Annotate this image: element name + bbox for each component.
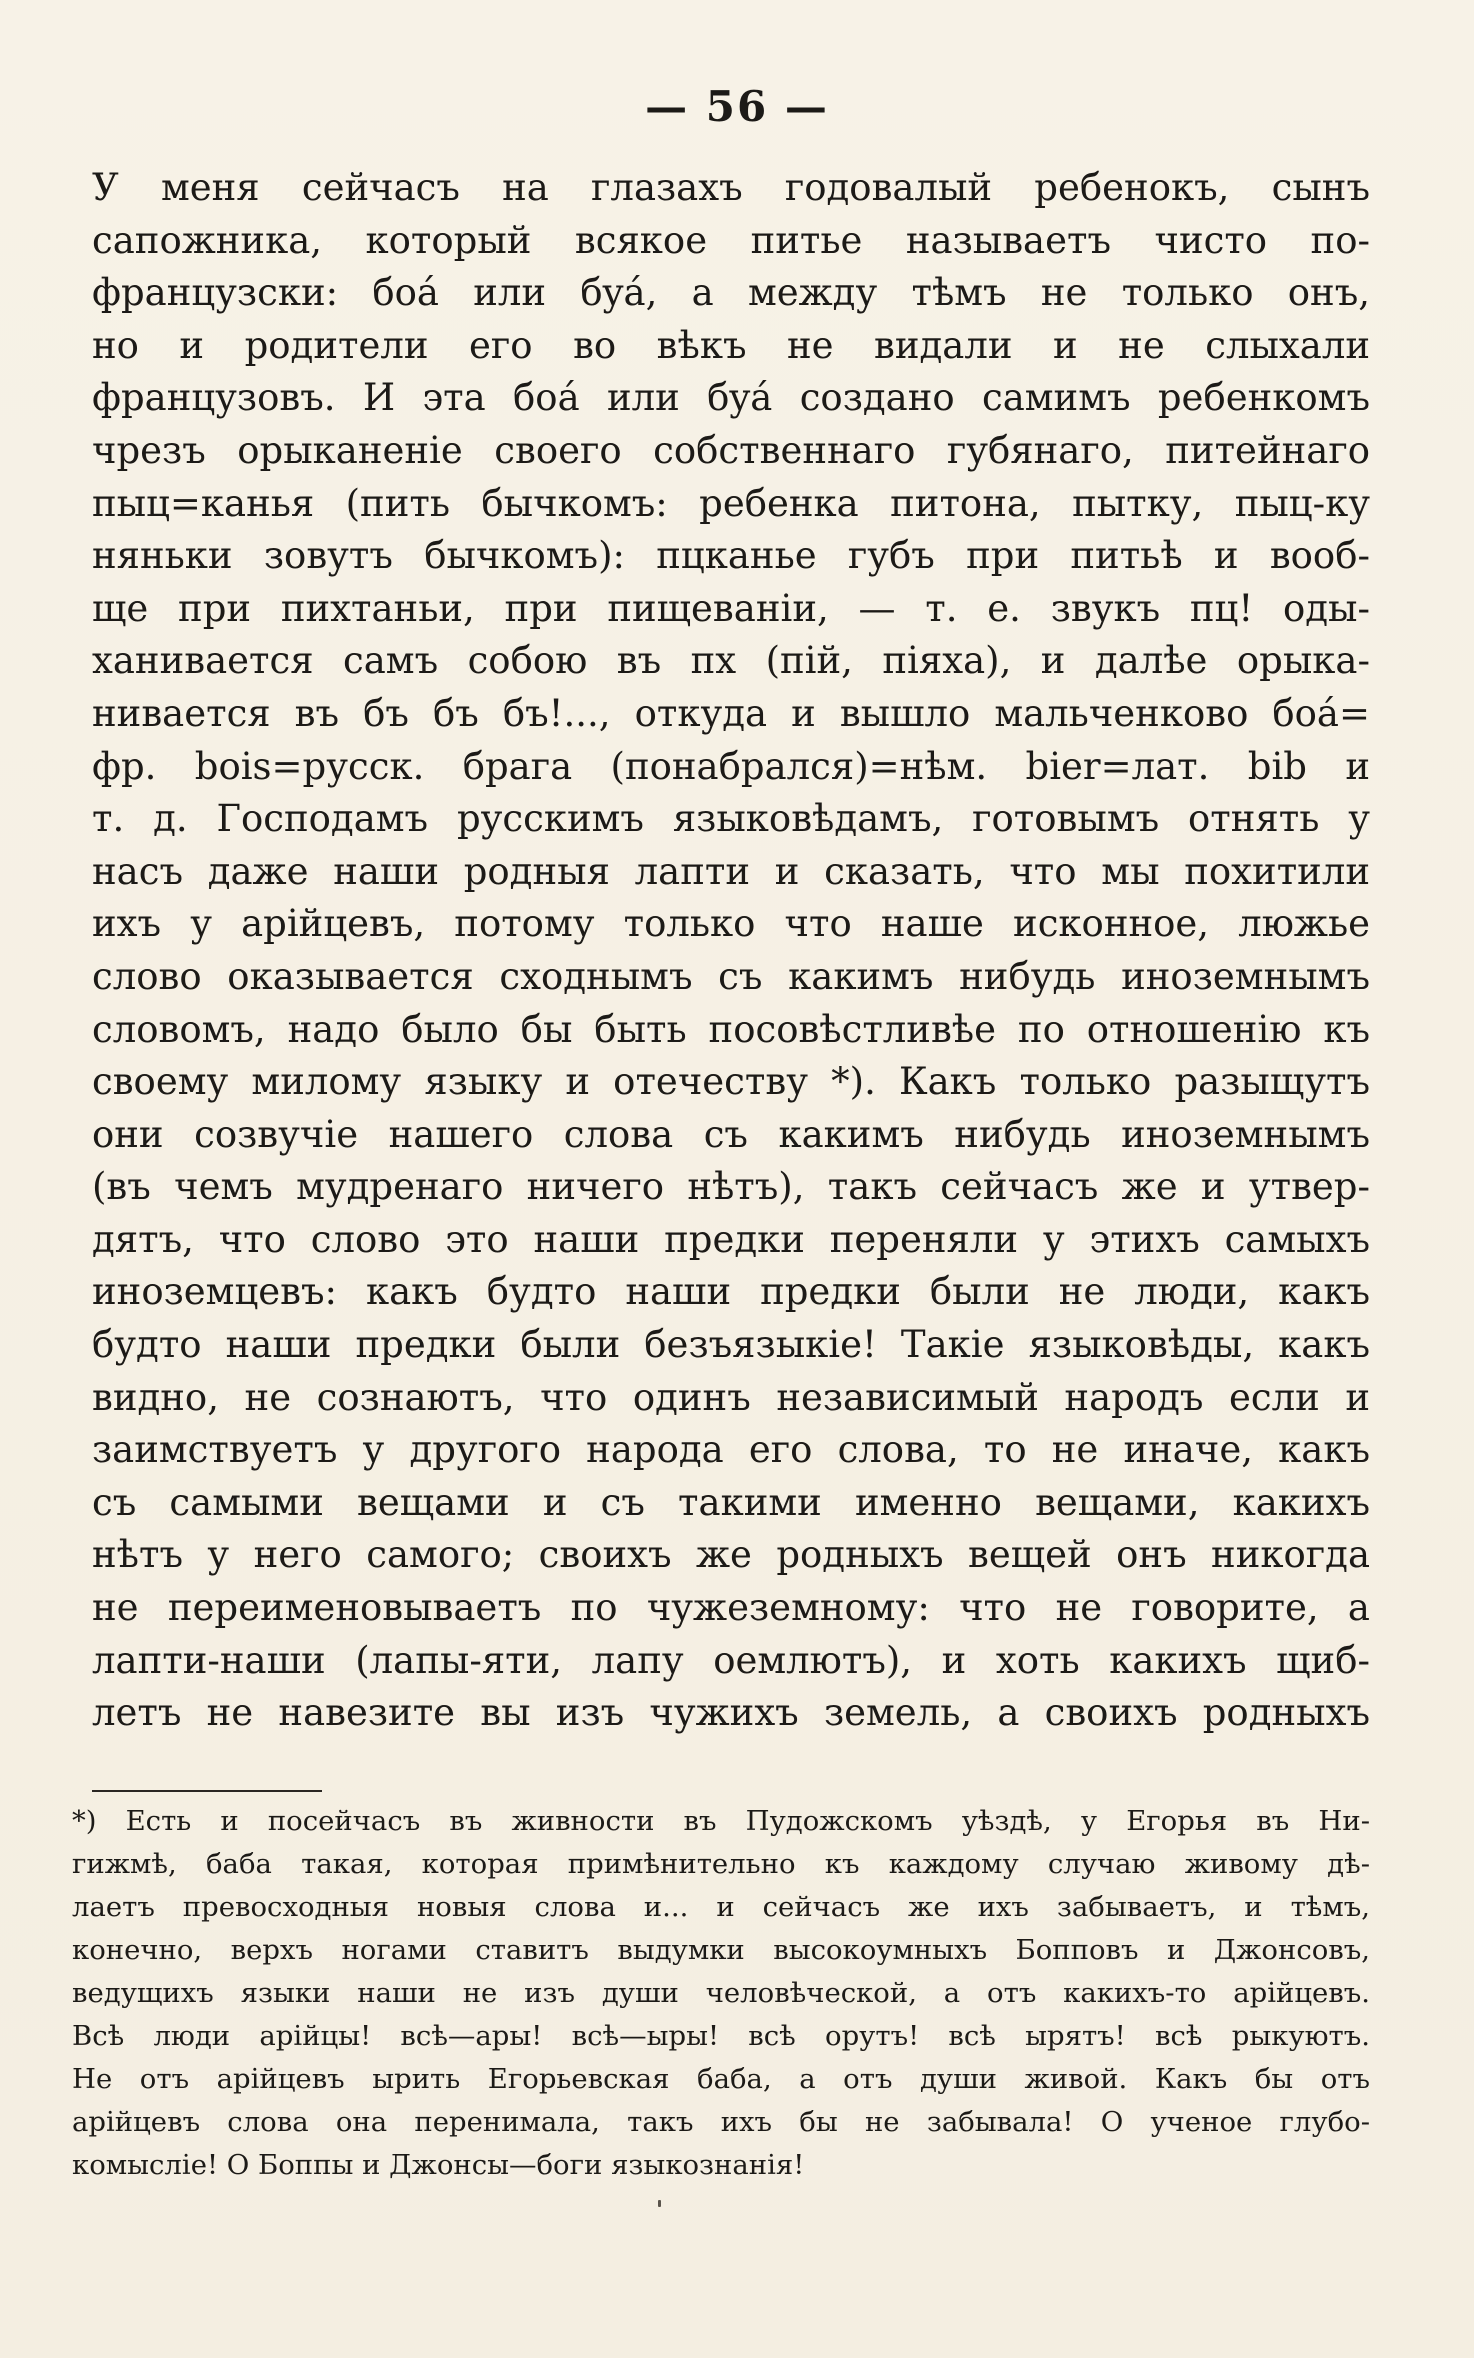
text-line: няньки зовутъ бычкомъ): пцканье губъ при питьѣ и вооб- (92, 534, 1370, 578)
text-line: сапожника, который всякое питье называетъ чисто по- (92, 218, 1370, 262)
footnote-line: лаетъ превосходныя новыя слова и... и сейчасъ же ихъ забываетъ, и тѣмъ, (72, 1891, 1370, 1923)
print-speck (658, 2200, 661, 2207)
footnote-block (72, 1800, 1370, 2187)
footnote-line: Всѣ люди арійцы! всѣ—ары! всѣ—ыры! всѣ орутъ! всѣ ырятъ! всѣ рыкуютъ. (72, 2020, 1370, 2052)
text-line: т. д. Господамъ русскимъ языковѣдамъ, готовымъ отнять у (92, 797, 1370, 841)
footnote-line: Не отъ арійцевъ ырить Егорьевская баба, а отъ души живой. Какъ бы отъ (72, 2063, 1370, 2095)
text-line: насъ даже наши родныя лапти и сказать, что мы похитили (92, 849, 1370, 893)
footnote-line: *) Есть и посейчасъ въ живности въ Пудожскомъ уѣздѣ, у Егорья въ Ни- (72, 1805, 1370, 1837)
text-line: слово оказывается сходнымъ съ какимъ нибудь иноземнымъ (92, 954, 1370, 998)
text-line: французски: боá или бyá, а между тѣмъ не только онъ, (92, 271, 1370, 315)
text-line: фр. boіs=русск. брага (понабрался)=нѣм. bіer=лат. bіb и (92, 744, 1370, 788)
text-line: ихъ у арійцевъ, потому только что наше исконное, люжье (92, 902, 1370, 946)
text-line: но и родители его во вѣкъ не видали и не слыхали (92, 323, 1370, 367)
text-line: нивается въ бъ бъ бъ!..., откуда и вышло мальченково боá= (92, 691, 1370, 735)
text-line: пыц=канья (пить бычкомъ: ребенка питона, пытку, пыц-ку (92, 481, 1370, 525)
text-line: ханивается самъ собою въ пх (пій, піяха), и далѣе орыка- (92, 639, 1370, 683)
text-line: будто наши предки были безъязыкіе! Такіе языковѣды, какъ (92, 1323, 1370, 1367)
text-line: заимствуетъ у другого народа его слова, то не иначе, какъ (92, 1428, 1370, 1472)
footnote-line: конечно, верхъ ногами ставитъ выдумки высокоумныхъ Бопповъ и Джонсовъ, (72, 1934, 1370, 1966)
text-line: летъ не навезите вы изъ чужихъ земель, а своихъ родныхъ (92, 1691, 1370, 1735)
text-line: не переименовываетъ по чужеземному: что не говорите, а (92, 1586, 1370, 1630)
text-line: У меня сейчасъ на глазахъ годовалый ребенокъ, сынъ (92, 166, 1370, 209)
text-line: они созвучіе нашего слова съ какимъ нибудь иноземнымъ (92, 1112, 1370, 1156)
footnote-divider (92, 1790, 322, 1792)
text-line: иноземцевъ: какъ будто наши предки были не люди, какъ (92, 1270, 1370, 1314)
text-line: ще при пихтаньи, при пищеваніи, — т. е. звукъ пц! оды- (92, 586, 1370, 630)
footnote-line: ведущихъ языки наши не изъ души человѣческой, а отъ какихъ-то арійцевъ. (72, 1977, 1370, 2009)
text-line: лапти-наши (лапы-яти, лапу оемлютъ), и хоть какихъ щиб- (92, 1638, 1370, 1682)
text-line: чрезъ орыканеніе своего собственнаго губянаго, питейнаго (92, 428, 1370, 472)
text-line: своему милому языку и отечеству *). Какъ только разыщутъ (92, 1060, 1370, 1104)
footnote-line: арійцевъ слова она перенимала, такъ ихъ бы не забывала! О ученое глубо- (72, 2106, 1370, 2138)
text-line: видно, не сознаютъ, что одинъ независимый народъ если и (92, 1375, 1370, 1419)
page-number: — 56 — (645, 82, 829, 131)
text-line: нѣтъ у него самого; своихъ же родныхъ вещей онъ никогда (92, 1533, 1370, 1577)
main-text-block (92, 162, 1370, 1740)
text-line: словомъ, надо было бы быть посовѣстливѣе по отношенію къ (92, 1007, 1370, 1051)
text-line: французовъ. И эта боá или бyá создано самимъ ребенкомъ (92, 376, 1370, 420)
text-line: (въ чемъ мудренаго ничего нѣтъ), такъ сейчасъ же и утвер- (92, 1165, 1370, 1209)
footnote-line: комысліе! О Боппы и Джонсы—боги языкознанія! (72, 2149, 805, 2181)
text-line: съ самыми вещами и съ такими именно вещами, какихъ (92, 1480, 1370, 1524)
footnote-line: гижмѣ, баба такая, которая примѣнительно къ каждому случаю живому дѣ- (72, 1848, 1370, 1880)
text-line: дятъ, что слово это наши предки переняли у этихъ самыхъ (92, 1217, 1370, 1261)
